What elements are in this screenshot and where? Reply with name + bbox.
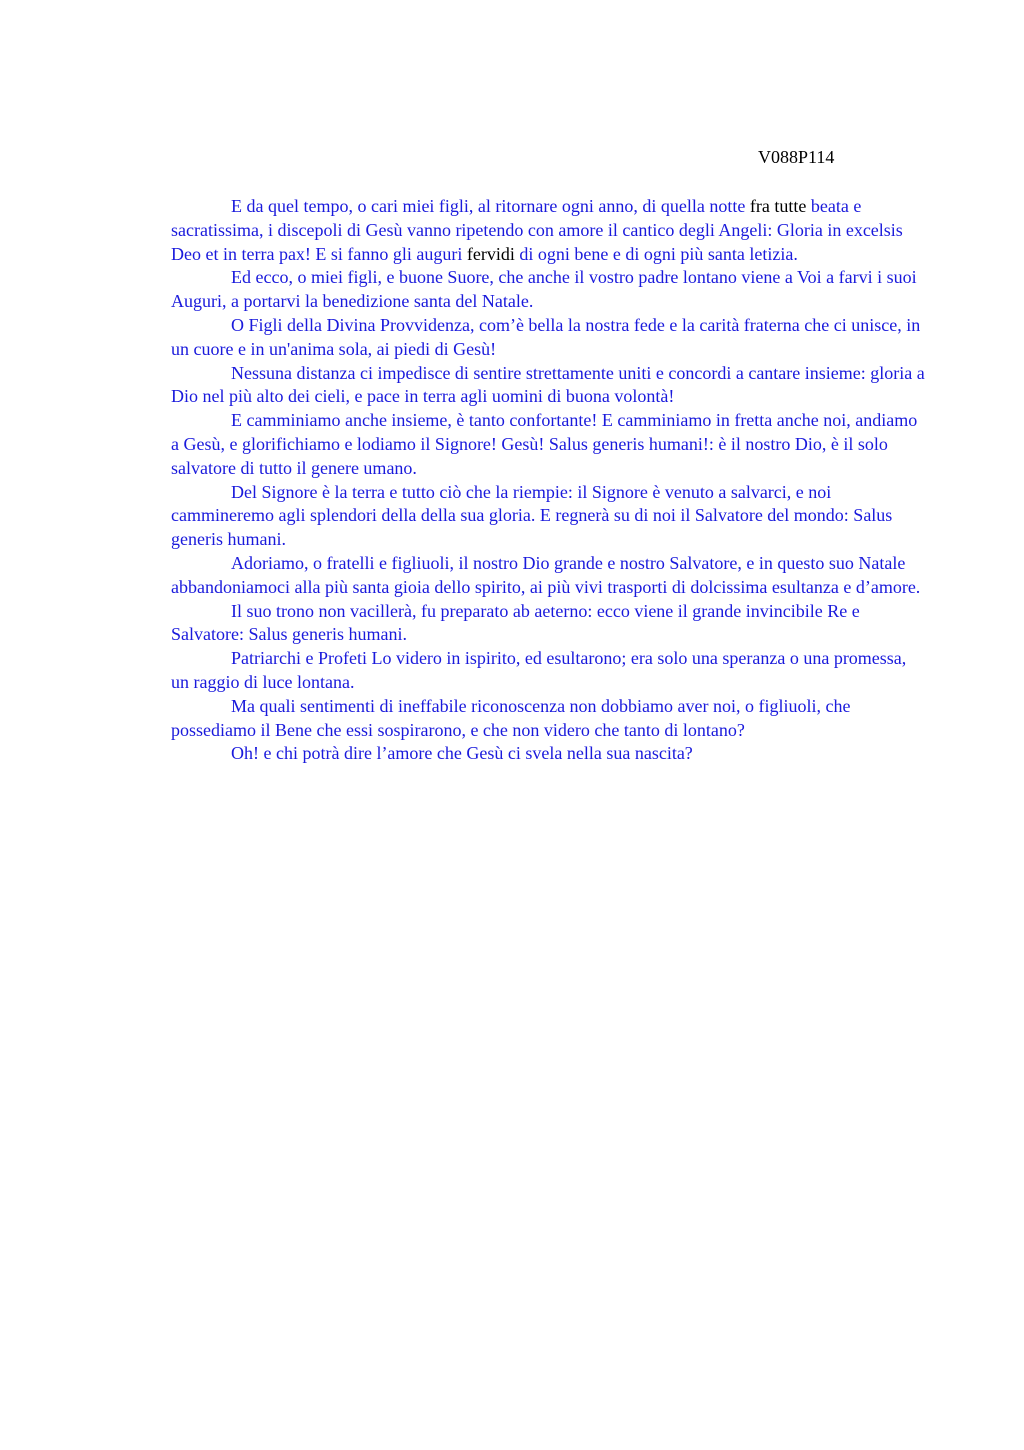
page-code: V088P114	[758, 147, 835, 167]
paragraph-8: Il suo trono non vacillerà, fu preparato ab aeterno: ecco viene il grande invincibile Re e Salvatore: Salus generis humani.	[171, 600, 860, 645]
paragraph-6: Del Signore è la terra e tutto ciò che la riempie: il Signore è venuto a salvarci, e noi cammineremo agli splendori della della sua gloria. E regnerà su di noi il Salvatore del mondo: Salus generis humani.	[171, 481, 893, 550]
paragraph-7: Adoriamo, o fratelli e figliuoli, il nostro Dio grande e nostro Salvatore, e in questo suo Natale abbandoniamoci alla più santa gioia dello spirito, ai più vivi trasporti di dolcissima esultanza e d’amore.	[171, 552, 921, 597]
paragraph-4: Nessuna distanza ci impedisce di sentire strettamente uniti e concordi a cantare insieme: gloria a Dio nel più alto dei cieli, e pace in terra agli uomini di buona volontà!	[171, 362, 925, 407]
letter-body	[171, 195, 928, 766]
paragraph-1-part-b: beata e sacratissima, i discepoli di Gesù vanno ripetendo con amore il cantico degli Angeli: Gloria in excelsis Deo et in terra pax! E si fanno gli auguri	[171, 196, 903, 264]
paragraph-1-part-a: E da quel tempo, o cari miei figli, al ritornare ogni anno, di quella notte	[231, 196, 750, 216]
paragraph-1	[171, 195, 928, 266]
paragraph-3: O Figli della Divina Provvidenza, com’è bella la nostra fede e la carità fraterna che ci unisce, in un cuore e in un'anima sola, ai piedi di Gesù!	[171, 314, 921, 359]
paragraph-9: Patriarchi e Profeti Lo videro in ispirito, ed esultarono; era solo una speranza o una promessa, un raggio di luce lontana.	[171, 648, 907, 692]
paragraph-2: Ed ecco, o miei figli, e buone Suore, che anche il vostro padre lontano viene a Voi a farvi i suoi Auguri, a portarvi la benedizione santa del Natale.	[171, 267, 917, 312]
paragraph-1-black-b: fervidi	[466, 243, 515, 264]
paragraph-10: Ma quali sentimenti di ineffabile riconoscenza non dobbiamo aver noi, o figliuoli, che possediamo il Bene che essi sospirarono, e che non videro che tanto di lontano?	[171, 695, 851, 740]
paragraph-1-part-c: di ogni bene e di ogni più santa letizia.	[514, 243, 798, 264]
paragraph-11: Oh! e chi potrà dire l’amore che Gesù ci svela nella sua nascita?	[231, 743, 693, 764]
paragraph-5: E camminiamo anche insieme, è tanto confortante! E camminiamo in fretta anche noi, andiamo a Gesù, e glorifichiamo e lodiamo il Signore! Gesù! Salus generis humani!: è il nostro Dio, è il solo salvatore di tutto il genere umano.	[171, 410, 918, 478]
paragraph-1-black-a: fra tutte	[749, 196, 807, 216]
